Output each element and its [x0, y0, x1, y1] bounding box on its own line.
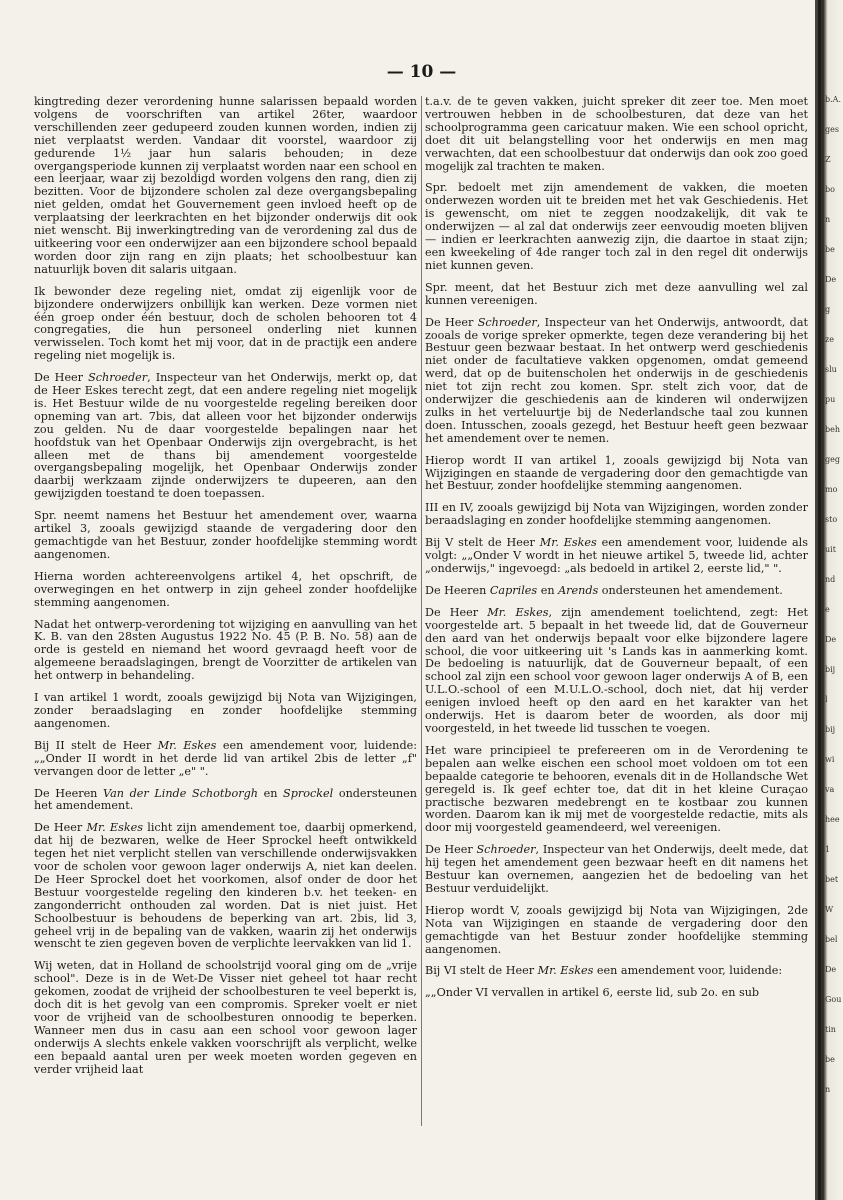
right-column [425, 96, 808, 1009]
paragraph [425, 455, 808, 494]
edge-fragment: be [825, 1055, 835, 1064]
paragraph [34, 740, 417, 779]
edge-fragment: n [825, 1085, 831, 1094]
paragraph-text: Bij V stelt de Heer [425, 536, 540, 550]
paragraph-text: Ik bewonder deze regeling niet, omdat zij eigenlijk voor de bijzondere onderwijzers onbillijk kan werken. Deze vormen niet één groep onder één bestuur, doch de scholen behooren tot 4 congregaties, die hun personeel onderling niet kunnen verwisselen. Toch komt het mij voor, dat in de practijk een andere regeling niet mogelijk is. [34, 284, 417, 363]
speaker-name: Mr. Eskes [487, 605, 549, 619]
left-column [34, 96, 417, 1086]
paragraph-text: ondersteunen het amendement. [34, 786, 417, 813]
paragraph-text: en [537, 583, 559, 597]
edge-fragment: e [825, 605, 830, 614]
paragraph-text: en [257, 786, 284, 800]
paragraph [425, 585, 808, 598]
paragraph [34, 822, 417, 951]
edge-fragment: sto [825, 515, 838, 524]
edge-fragment: geg [825, 455, 840, 464]
paragraph [34, 571, 417, 610]
paragraph [425, 844, 808, 896]
edge-fragment: pu [825, 395, 836, 404]
edge-fragment: ges [825, 125, 839, 134]
edge-fragment: 1 [825, 845, 831, 854]
edge-fragment: tin [825, 1025, 836, 1034]
paragraph [425, 282, 808, 308]
edge-fragment: bel [825, 935, 838, 944]
edge-fragment: g [825, 305, 831, 314]
page-number: — 10 — [386, 62, 457, 82]
edge-fragment: bo [825, 185, 835, 194]
paragraph-text: De Heer [425, 315, 478, 329]
paragraph [425, 987, 808, 1000]
speaker-name: Sprockel [283, 786, 334, 800]
edge-fragment: va [825, 785, 835, 794]
edge-fragment: be [825, 245, 835, 254]
paragraph-text: een amendement voor, luidende: „„Onder II wordt in het derde lid van artikel 2bis de letter „f" vervangen door de letter „e" ". [34, 738, 418, 778]
edge-fragment: bet [825, 875, 839, 884]
paragraph [425, 502, 808, 528]
paragraph-text: Spr. meent, dat het Bestuur zich met deze aanvulling wel zal kunnen vereenigen. [425, 280, 808, 307]
paragraph-text: I van artikel 1 wordt, zooals gewijzigd bij Nota van Wijzigingen, zonder beraadslaging en zonder hoofdelijke stemming aangenomen. [34, 691, 417, 730]
paragraph-text: een amendement voor, luidende: [593, 964, 783, 978]
paragraph-text: Wij weten, dat in Holland de schoolstrijd vooral ging om de „vrije school". Deze is in de Wet-De Visser niet geheel tot haar recht gekomen, zoodat de vrijheid der schoolbesturen te veel beperkt is, doch dit is het gevolg van een compromis. Spreker voelt er niet voor de vrijheid van de schoolbesturen onnoodig te beperken. Wanneer men dus in casu aan een school voor gewoon lager onderwijs A slechts enkele vakken voorschrijft als verplicht, welke een bepaald aantal uren per week moeten worden gegeven en verder vrijheid laat [34, 959, 417, 1076]
paragraph [425, 96, 808, 173]
edge-fragment: De [825, 635, 837, 644]
paragraph [34, 960, 417, 1076]
edge-fragment: W [825, 905, 834, 914]
paragraph-text: licht zijn amendement toe, daarbij opmerkend, dat hij de bezwaren, welke de Heer Sprockel heeft ontwikkeld tegen het niet verplicht stellen van verschillende onderwijsvakken voor de scholen voor gewoon lager onderwijs A, niet kan deelen. De Heer Sprockel doet het voorkomen, alsof onder de door het Bestuur voorgestelde regeling den kinderen b.v. het teeken- en zangonderricht onthouden zal worden. Dat is niet juist. Het Schoolbestuur is behoudens de beperking van art. 2bis, lid 3, geheel vrij in de bepaling van de vakken, waarin zij het onderwijs wenscht te zien gegeven boven de verplichte leervakken van lid 1. [34, 821, 417, 951]
column-divider [421, 96, 422, 1126]
paragraph-text: een amendement voor, luidende als volgt: „„Onder V wordt in het nieuwe artikel 5, tweede lid, achter „onderwijs," ingevoegd: „als bedoeld in artikel 2, eerste lid," ". [425, 536, 808, 575]
edge-fragment: De [825, 275, 837, 284]
paragraph-text: Nadat het ontwerp-verordening tot wijziging en aanvulling van het K. B. van den 28sten Augustus 1922 No. 45 (P. B. No. 58) aan de orde is gesteld en niemand het woord gevraagd heeft voor de algemeene beraadslagingen, brengt de Voorzitter de artikelen van het ontwerp in behandeling. [34, 617, 417, 683]
paragraph-text: III en IV, zooals gewijzigd bij Nota van Wijzigingen, worden zonder beraadslaging en zonder hoofdelijke stemming aangenomen. [425, 501, 808, 528]
paragraph-text: Het ware principieel te prefereeren om in de Verordening te bepalen aan welke eischen een school moet voldoen om tot een bepaalde categorie te behooren, evenals dit in de Hollandsche Wet geregeld is. Ik geef echter toe, dat dit in het kleine Curaçao practische bezwaren medebrengt en te kostbaar zou kunnen worden. Daarom kan ik mij met de voorgestelde redactie, mits als door mij voorgesteld geamendeerd, wel vereenigen. [425, 743, 808, 835]
speaker-name: Mr. Eskes [537, 964, 594, 978]
edge-fragment: mo [825, 485, 838, 494]
paragraph-text: , Inspecteur van het Onderwijs, merkt op, dat de Heer Eskes terecht zegt, dat een andere regeling niet mogelijk is. Het Bestuur wilde de nu voorgestelde regeling bereiken door opneming van art. 7bis, dat alleen voor het bijzonder onderwijs zou gelden. Nu de daar voorgestelde bepalingen naar het hoofdstuk van het Openbaar Onderwijs zijn overgebracht, is het alleen met de thans bij amendement voorgestelde overgangsbepaling mogelijk, het Openbaar Onderwijs zonder daarbij werkzaam zijnde onderwijzers te dupeeren, aan den gewijzigden toestand te doen toepassen. [34, 371, 417, 501]
paragraph-text: De Heer [34, 371, 89, 385]
speaker-name: Capriles [489, 583, 538, 597]
speaker-name: Van der Linde Schotborgh [103, 786, 258, 800]
paragraph-text: , Inspecteur van het Onderwijs, deelt mede, dat hij tegen het amendement geen bezwaar heeft en dit namens het Bestuur kan overnemen, aangezien het de bedoeling van het Bestuur verduidelijkt. [425, 843, 808, 895]
paragraph-text: Spr. neemt namens het Bestuur het amendement over, waarna artikel 3, zooals gewijzigd staande de vergadering door den gemachtigde van het Bestuur, zonder hoofdelijke stemming wordt aangenomen. [34, 509, 417, 561]
paragraph-text: kingtreding dezer verordening hunne salarissen bepaald worden volgens de voorschriften van artikel 26ter, waardoor verschillenden zeer gedupeerd zouden kunnen worden, indien zij niet verplaatst werden. Vandaar dit voorstel, waardoor zij gedurende 1½ jaar hun salaris behouden; in deze overgangsperiode kunnen zij verplaatst worden naar een school en een leerjaar, waar zij bezoldigd worden volgens den rang, dien zij bezitten. Voor de bijzondere scholen zal deze overgangsbepaling niet gelden, omdat het Gouvernement geen invloed heeft op de verplaatsing der leerkrachten en het bijzonder onderwijs dit ook niet wenscht. Bij inwerkingtreding van de verordening zal dus de uitkeering voor een onderwijzer aan een bijzondere school bepaald worden door zijn rang en zijn plaats; het schoolbestuur kan natuurlijk boven dit salaris uitgaan. [34, 95, 417, 276]
paragraph [34, 96, 417, 277]
edge-fragment: Z [825, 155, 831, 164]
paragraph-text: Hierop wordt II van artikel 1, zooals gewijzigd bij Nota van Wijzigingen en staande de vergadering door den gemachtigde van het Bestuur, zonder hoofdelijke stemming aangenomen. [425, 453, 808, 493]
speaker-name: Mr. Eskes [539, 536, 597, 550]
paragraph-text: Hierop wordt V, zooals gewijzigd bij Nota van Wijzigingen, 2de Nota van Wijzigingen en staande de vergadering door den gemachtigde van het Bestuur zonder hoofdelijke stemming aangenomen. [425, 903, 808, 956]
edge-fragment: Gou [825, 995, 842, 1004]
edge-fragment: hee [825, 815, 840, 824]
edge-fragment: l [825, 695, 828, 704]
paragraph [425, 965, 808, 978]
paragraph-text: Hierna worden achtereenvolgens artikel 4, het opschrift, de overwegingen en het ontwerp in zijn geheel zonder hoofdelijke stemming aangenomen. [34, 569, 417, 609]
paragraph-text: „„Onder VI vervallen in artikel 6, eerste lid, sub 2o. en sub [425, 986, 760, 1000]
edge-fragment: bij [825, 665, 836, 674]
paragraph [34, 372, 417, 501]
paragraph [425, 182, 808, 272]
paragraph [425, 745, 808, 835]
paragraph [425, 905, 808, 957]
paragraph-text: t.a.v. de te geven vakken, juicht spreker dit zeer toe. Men moet vertrouwen hebben in de schoolbesturen, dat deze van het schoolprogramma geen caricatuur maken. Wie een school opricht, doet dit uit belangstelling voor het onderwijs en men mag verwachten, dat een schoolbestuur dat onderwijs dan ook zoo goed mogelijk zal trachten te maken. [425, 95, 808, 173]
speaker-name: Schroeder [477, 315, 537, 329]
speaker-name: Mr. Eskes [86, 821, 143, 835]
paragraph-text: Bij VI stelt de Heer [425, 964, 538, 978]
paragraph [425, 537, 808, 576]
paragraph [34, 692, 417, 731]
paragraph [34, 619, 417, 684]
edge-fragment: slu [825, 365, 837, 374]
book-fold-line [818, 0, 821, 1200]
edge-fragment: uit [825, 545, 836, 554]
speaker-name: Arends [558, 583, 599, 597]
paragraph-text: De Heer [425, 605, 488, 619]
edge-fragment: beh [825, 425, 841, 434]
paragraph-text: Bij II stelt de Heer [34, 738, 158, 752]
paragraph-text: , Inspecteur van het Onderwijs, antwoordt, dat zooals de vorige spreker opmerkte, tegen deze verandering bij het Bestuur geen bezwaar bestaat. In het ontwerp werd geschiedenis niet onder de facultatieve vakken opgenomen, omdat gemeend werd, dat op de buitenscholen het onderwijs in de geschiedenis niet tot zijn recht zou komen. Spr. stelt zich voor, dat de onderwijzer die geschiedenis aan de kinderen wil onderwijzen zulks in het verteluurtje bij de Nederlandsche taal zou kunnen doen. Intusschen, zooals gezegd, het Bestuur heeft geen bezwaar het amendement over te nemen. [425, 315, 808, 445]
paragraph [34, 286, 417, 363]
speaker-name: Schroeder [476, 843, 536, 857]
edge-fragment: ze [825, 335, 834, 344]
paragraph [425, 607, 808, 736]
paragraph [34, 510, 417, 562]
paragraph-text: Spr. bedoelt met zijn amendement de vakken, die moeten onderwezen worden uit te breiden met het vak Geschiedenis. Het is gewenscht, om niet te zeggen noodzakelijk, dit vak te onderwijzen — al zal dat onderwijs zeer eenvoudig moeten blijven — indien er leerkrachten aanwezig zijn, die daartoe in staat zijn; een kweekeling of 4de ranger toch zal in den regel dit onderwijs niet kunnen geven. [425, 181, 808, 272]
speaker-name: Mr. Eskes [157, 738, 217, 752]
paragraph-text: De Heer [34, 821, 87, 835]
edge-fragment: n [825, 215, 831, 224]
paragraph-text: ondersteunen het amendement. [598, 583, 783, 597]
paragraph-text: , zijn amendement toelichtend, zegt: Het voorgestelde art. 5 bepaalt in het tweede lid, dat de Gouverneur den aard van het onderwijs bepaalt voor elke bijzondere lagere school, die voor uitkeering uit 's Lands kas in aanmerking komt. De bedoeling is natuurlijk, dat de Gouverneur bepaalt, of een school zal zijn een school voor gewoon lager onderwijs A of B, een U.L.O.-school of een M.U.L.O.-school, doch niet, dat hij verder eenigen invloed heeft op den aard en het karakter van het onderwijs. Het is daarom beter de woorden, als door mij voorgesteld, in het tweede lid tusschen te voegen. [425, 605, 808, 735]
edge-fragment: b.A. [825, 95, 841, 104]
edge-fragment: De [825, 965, 837, 974]
paragraph-text: De Heeren [34, 786, 104, 800]
edge-fragment: wi [825, 755, 835, 764]
paragraph [425, 317, 808, 446]
paragraph-text: De Heeren [425, 583, 490, 597]
paragraph [34, 788, 417, 814]
paragraph-text: De Heer [425, 843, 477, 857]
speaker-name: Schroeder [88, 371, 148, 385]
edge-fragment: bij [825, 725, 836, 734]
edge-fragment: nd [825, 575, 836, 584]
